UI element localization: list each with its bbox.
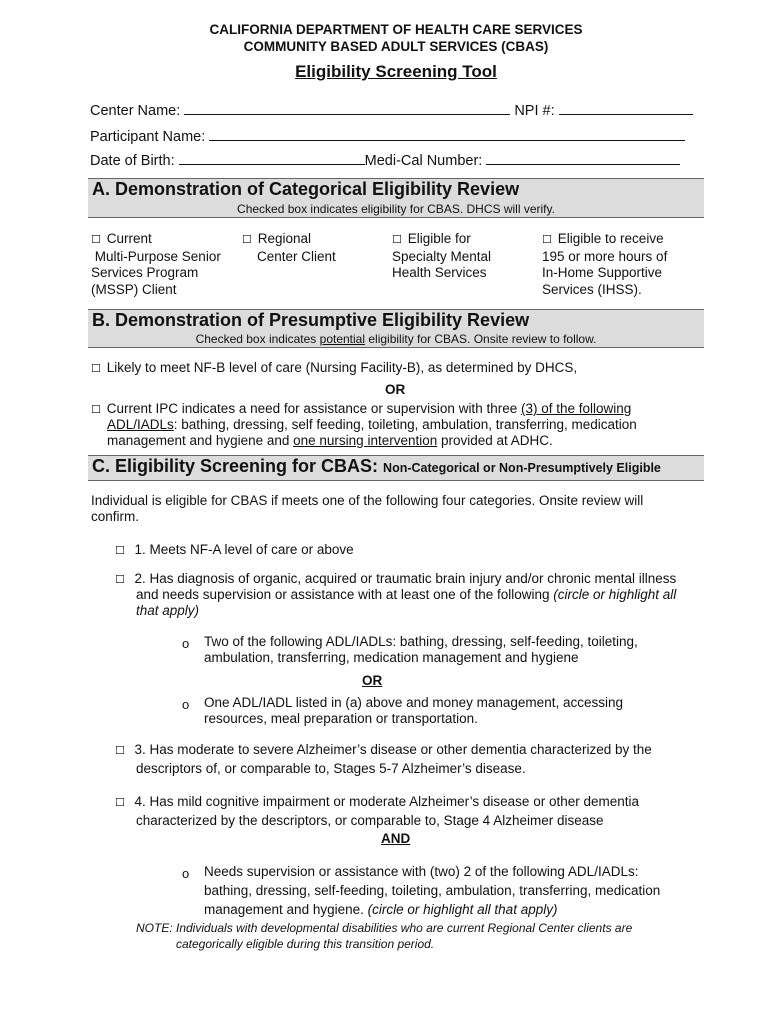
note: NOTE: Individuals with developmental disabilities who are current Regional Center clients are	[136, 921, 633, 935]
npi-label: NPI #:	[514, 103, 555, 119]
and-separator: AND	[381, 831, 411, 846]
criterion-instruction: (circle or highlight all that apply)	[367, 902, 558, 917]
option-line: Center Client	[257, 248, 336, 264]
bullet-icon: o	[182, 866, 190, 881]
or-separator: OR	[362, 673, 383, 688]
ipc-item[interactable]	[91, 401, 631, 416]
bullet-icon: o	[182, 636, 190, 651]
item-text: Current IPC indicates a need for assistance or supervision with three	[106, 401, 521, 416]
dob-row	[90, 150, 680, 169]
criterion-3[interactable]	[115, 742, 652, 757]
bullet-icon: o	[182, 697, 190, 712]
criterion-text: 3. Has moderate to severe Alzheimer’s disease or other dementia characterized by the	[134, 742, 652, 757]
option-line: (MSSP) Client	[91, 281, 177, 297]
checkbox-icon[interactable]: ☐	[242, 233, 252, 246]
option-ihss[interactable]	[542, 231, 667, 298]
criterion-text: 4. Has mild cognitive impairment or moderate Alzheimer’s disease or other dementia	[134, 794, 639, 809]
item-text: : bathing, dressing, self feeding, toileting, ambulation, transferring, medication	[173, 417, 637, 432]
participant-name-label: Participant Name:	[90, 129, 206, 145]
checkbox-icon[interactable]: ☐	[115, 796, 125, 809]
checkbox-icon[interactable]: ☐	[115, 573, 125, 586]
option-regional-center[interactable]	[242, 231, 336, 265]
section-a-subtitle: Checked box indicates eligibility for CBAS. DHCS will verify.	[237, 202, 555, 216]
page-title: Eligibility Screening Tool	[295, 62, 497, 81]
program-heading: COMMUNITY BASED ADULT SERVICES (CBAS)	[243, 39, 549, 54]
subtitle-text: Checked box indicates	[195, 332, 320, 346]
item-emphasis: ADL/IADLs	[107, 417, 174, 432]
option-line: In-Home Supportive	[542, 265, 663, 280]
center-name-field[interactable]	[184, 100, 510, 115]
section-c-header	[88, 455, 704, 481]
criterion-4-sub-line3	[204, 902, 557, 917]
checkbox-icon[interactable]: ☐	[115, 544, 125, 557]
section-c-intro-2: confirm.	[91, 509, 140, 524]
criterion-text: management and hygiene.	[204, 902, 368, 917]
section-b-title: B. Demonstration of Presumptive Eligibility Review	[92, 310, 530, 330]
center-name-row	[90, 100, 693, 119]
option-mssp[interactable]	[91, 231, 221, 298]
option-line: Services Program	[91, 265, 199, 280]
criterion-1[interactable]	[115, 542, 354, 557]
agency-heading: CALIFORNIA DEPARTMENT OF HEALTH CARE SERVICES	[209, 22, 583, 37]
criterion-text: and needs supervision or assistance with at least one of the following	[136, 587, 554, 602]
dob-label: Date of Birth:	[90, 153, 175, 169]
criterion-4[interactable]	[115, 794, 639, 809]
section-c-title-small: Non-Categorical or Non-Presumptively Eligible	[383, 461, 661, 475]
nf-b-item[interactable]	[91, 360, 577, 375]
criterion-2[interactable]	[115, 571, 676, 586]
criterion-2-sub1-line2: ambulation, transferring, medication management and hygiene	[204, 650, 579, 665]
item-text: provided at ADHC.	[437, 433, 553, 448]
npi-field[interactable]	[559, 100, 693, 115]
subtitle-text: eligibility for CBAS. Onsite review to follow.	[365, 332, 597, 346]
item-text: management and hygiene and	[107, 433, 294, 448]
checkbox-icon[interactable]: ☐	[91, 403, 101, 416]
section-c-title	[92, 456, 661, 477]
item-emphasis: one nursing intervention	[293, 433, 438, 448]
option-line: Specialty Mental	[392, 248, 492, 264]
option-line: Health Services	[392, 265, 487, 280]
criterion-2-sub2-line2: resources, meal preparation or transportation.	[204, 711, 478, 726]
checkbox-icon[interactable]: ☐	[542, 233, 552, 246]
option-line: Eligible to receive	[557, 231, 664, 246]
medi-cal-label: Medi-Cal Number:	[364, 153, 483, 169]
criterion-text: 1. Meets NF-A level of care or above	[134, 542, 354, 557]
section-b-subtitle	[88, 332, 704, 346]
note-line2: categorically eligible during this transition period.	[176, 937, 435, 951]
option-specialty-mental-health[interactable]	[392, 231, 491, 282]
criterion-instruction: (circle or highlight all	[553, 587, 677, 602]
criterion-4-line2: characterized by the descriptors, or comparable to, Stage 4 Alzheimer disease	[136, 813, 604, 828]
section-a-header	[88, 178, 704, 218]
option-line: Services (IHSS).	[542, 281, 642, 297]
section-c-title-main: C. Eligibility Screening for CBAS:	[92, 456, 384, 476]
checkbox-icon[interactable]: ☐	[392, 233, 402, 246]
option-line: Eligible for	[407, 231, 471, 246]
medi-cal-field[interactable]	[486, 150, 680, 165]
criterion-2-sub2: One ADL/IADL listed in (a) above and money management, accessing	[204, 695, 623, 710]
option-line: Regional	[257, 231, 312, 246]
criterion-2-line2	[136, 587, 676, 602]
criterion-2-sub1: Two of the following ADL/IADLs: bathing, dressing, self-feeding, toileting,	[204, 634, 638, 649]
section-a-title: A. Demonstration of Categorical Eligibility Review	[92, 179, 520, 199]
participant-name-row	[90, 126, 685, 145]
ipc-item-line3	[107, 433, 553, 448]
ipc-item-line2	[107, 417, 637, 432]
option-line: 195 or more hours of	[542, 248, 668, 264]
section-c-intro: Individual is eligible for CBAS if meets one of the following four categories. Onsite review will	[91, 493, 644, 508]
option-line: Current	[106, 231, 152, 246]
criterion-3-line2: descriptors of, or comparable to, Stages 5-7 Alzheimer’s disease.	[136, 761, 526, 776]
criterion-2-line3: that apply)	[136, 603, 200, 618]
item-emphasis: (3) of the following	[520, 401, 632, 416]
checkbox-icon[interactable]: ☐	[91, 362, 101, 375]
dob-field[interactable]	[179, 150, 365, 165]
criterion-text: 2. Has diagnosis of organic, acquired or traumatic brain injury and/or chronic mental illness	[134, 571, 677, 586]
center-name-label: Center Name:	[90, 103, 181, 119]
subtitle-emphasis: potential	[319, 332, 366, 346]
criterion-4-sub-line2: bathing, dressing, self-feeding, toileting, ambulation, transferring, medication	[204, 883, 661, 898]
participant-name-field[interactable]	[209, 126, 685, 141]
option-line: Multi-Purpose Senior	[94, 248, 221, 264]
checkbox-icon[interactable]: ☐	[115, 744, 125, 757]
section-b-header	[88, 309, 704, 348]
criterion-4-sub: Needs supervision or assistance with (two) 2 of the following ADL/IADLs:	[204, 864, 639, 879]
or-separator: OR	[385, 382, 406, 397]
checkbox-icon[interactable]: ☐	[91, 233, 101, 246]
item-text: Likely to meet NF-B level of care (Nursing Facility-B), as determined by DHCS,	[106, 360, 578, 375]
